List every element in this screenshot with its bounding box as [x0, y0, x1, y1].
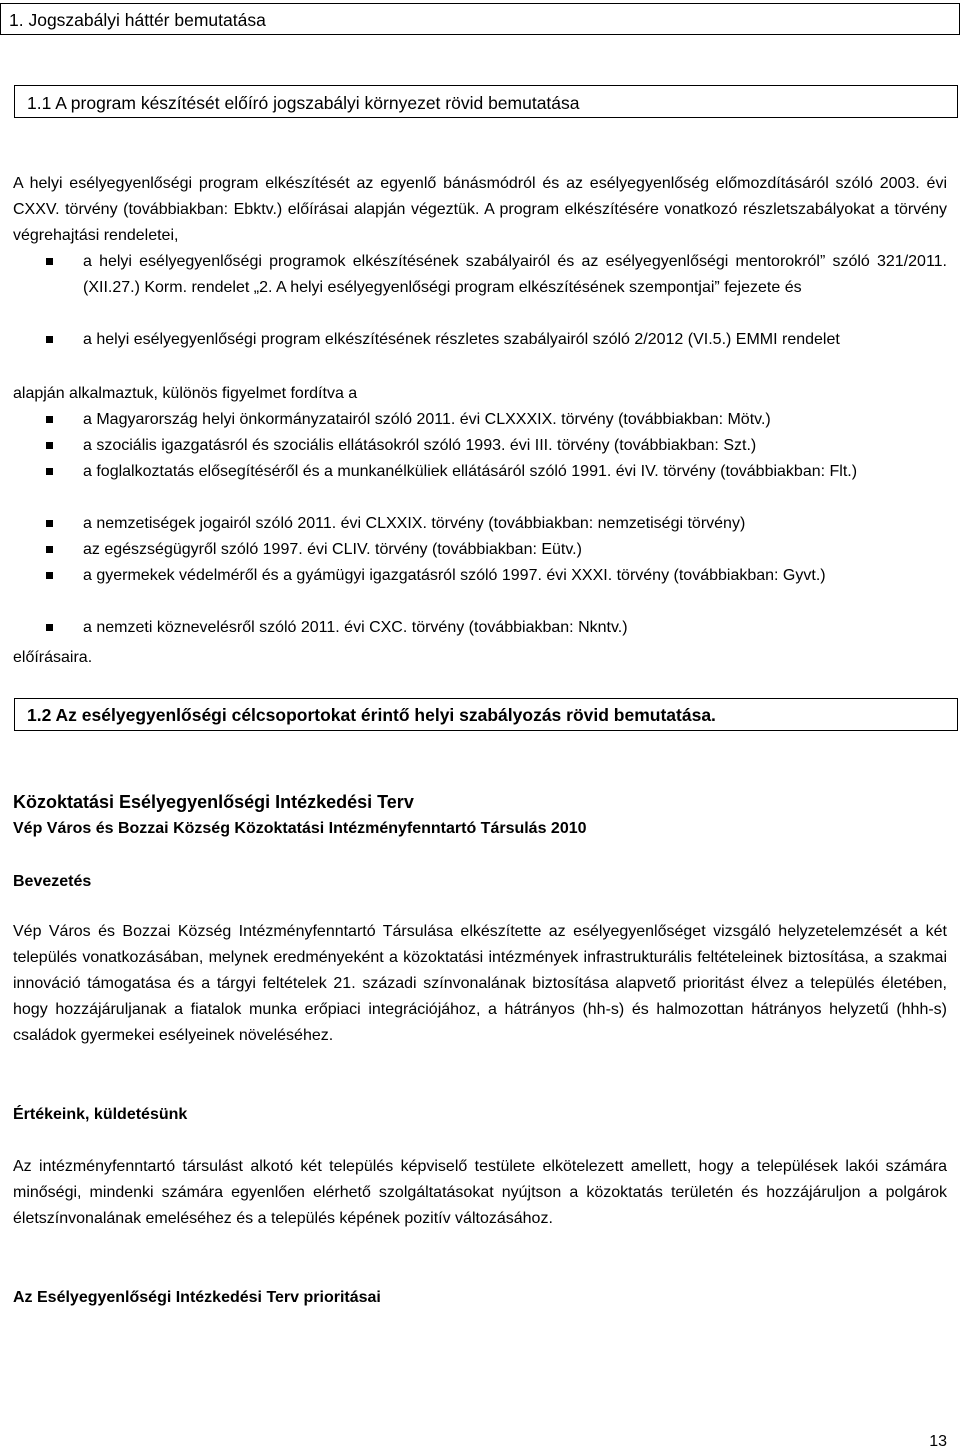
- section-heading-1-2: 1.2 Az esélyegyenlőségi célcsoportokat érintő helyi szabályozás rövid bemutatása.: [14, 698, 958, 731]
- law-bullet-1: a Magyarország helyi önkormányzatairól szóló 2011. évi CLXXXIX. törvény (továbbiakban: Mötv.): [83, 411, 771, 428]
- bullet-marker: [46, 624, 53, 631]
- plan-subtitle: Vép Város és Bozzai Község Közoktatási Intézményfenntartó Társulás 2010: [13, 820, 587, 837]
- page-number: 13: [929, 1433, 947, 1450]
- intro-bridge: alapján alkalmaztuk, különös figyelmet fordítva a: [13, 385, 358, 402]
- bullet-marker: [46, 520, 53, 527]
- intro-heading: Bevezetés: [13, 873, 92, 890]
- bullet-marker: [46, 468, 53, 475]
- values-heading: Értékeink, küldetésünk: [13, 1106, 188, 1123]
- law-bullet-5: az egészségügyről szóló 1997. évi CLIV. törvény (továbbiakban: Eütv.): [83, 541, 582, 558]
- priorities-heading: Az Esélyegyenlőségi Intézkedési Terv prioritásai: [13, 1289, 381, 1306]
- law-bullet-4: a nemzetiségek jogairól szóló 2011. évi CLXXIX. törvény (továbbiakban: nemzetiségi törvény): [83, 515, 746, 532]
- section-heading-1: 1. Jogszabályi háttér bemutatása: [0, 3, 960, 35]
- bullet-marker: [46, 442, 53, 449]
- bullet-marker: [46, 336, 53, 343]
- law-bullet-3: a foglalkoztatás elősegítéséről és a munkanélküliek ellátásáról szóló 1991. évi IV. törvény (továbbiakban: Flt.): [83, 463, 858, 480]
- bullet-marker: [46, 546, 53, 553]
- bullet-marker: [46, 416, 53, 423]
- plan-title: Közoktatási Esélyegyenlőségi Intézkedési Terv: [13, 792, 414, 812]
- bullet-marker: [46, 258, 53, 265]
- law-bullet-2: a szociális igazgatásról és szociális ellátásokról szóló 1993. évi III. törvény (továbbiakban: Szt.): [83, 437, 757, 454]
- intro-text: Vép Város és Bozzai Község Intézményfenntartó Társulása elkészítette az esélyegyenlőséget vizsgáló helyzetelemzését a két település vonatkozásában, melynek eredményeként a közoktatási intézmények infrastrukturális feltételeinek biztosítása, a szakmai innováció támogatása és a tárgyi feltételek 21. századi színvonalának biztosítása alapvető prioritást élvez a település életében, hogy hozzájáruljanak a fiatalok munka erőpiaci integrációjához, a hátrányos (hh-s) és halmozottan hátrányos helyzetű (hhh-s) családok gyermekei esélyeinek növeléséhez.: [13, 923, 947, 1044]
- intro-paragraph: A helyi esélyegyenlőségi program elkészítését az egyenlő bánásmódról és az esélyegyenlőség előmozdításáról szóló 2003. évi CXXV. törvény (továbbiakban: Ebktv.) előírásai alapján végeztük. A program elkészítésére vonatkozó részletszabályokat a törvény végrehajtási rendeletei,: [13, 175, 947, 244]
- values-text: Az intézményfenntartó társulást alkotó két település képviselő testülete elkötelezett amellett, hogy a települések lakói számára minőségi, mindenki számára egyenlően elérhető szolgáltatásokat nyújtson a közoktatás területén és hozzájáruljon a polgárok életszínvonalának emeléséhez és a település képének pozitív változásához.: [13, 1158, 947, 1227]
- law-bullet-7: a nemzeti köznevelésről szóló 2011. évi CXC. törvény (továbbiakban: Nkntv.): [83, 619, 628, 636]
- bullet-marker: [46, 572, 53, 579]
- law-bullet-6: a gyermekek védelméről és a gyámügyi igazgatásról szóló 1997. évi XXXI. törvény (továbbiakban: Gyvt.): [83, 567, 826, 584]
- section-heading-1-1: 1.1 A program készítését előíró jogszabályi környezet rövid bemutatása: [14, 85, 958, 118]
- intro-bullet-1: a helyi esélyegyenlőségi programok elkészítésének szabályairól és az esélyegyenlőségi mentorokról” szóló 321/2011. (XII.27.) Korm. rendelet „2. A helyi esélyegyenlőségi program elkészítésének szempontjai” fejezete és: [83, 253, 947, 296]
- intro-closing: előírásaira.: [13, 649, 93, 666]
- intro-bullet-2: a helyi esélyegyenlőségi program elkészítésének részletes szabályairól szóló 2/2012 (VI.5.) EMMI rendelet: [83, 331, 840, 348]
